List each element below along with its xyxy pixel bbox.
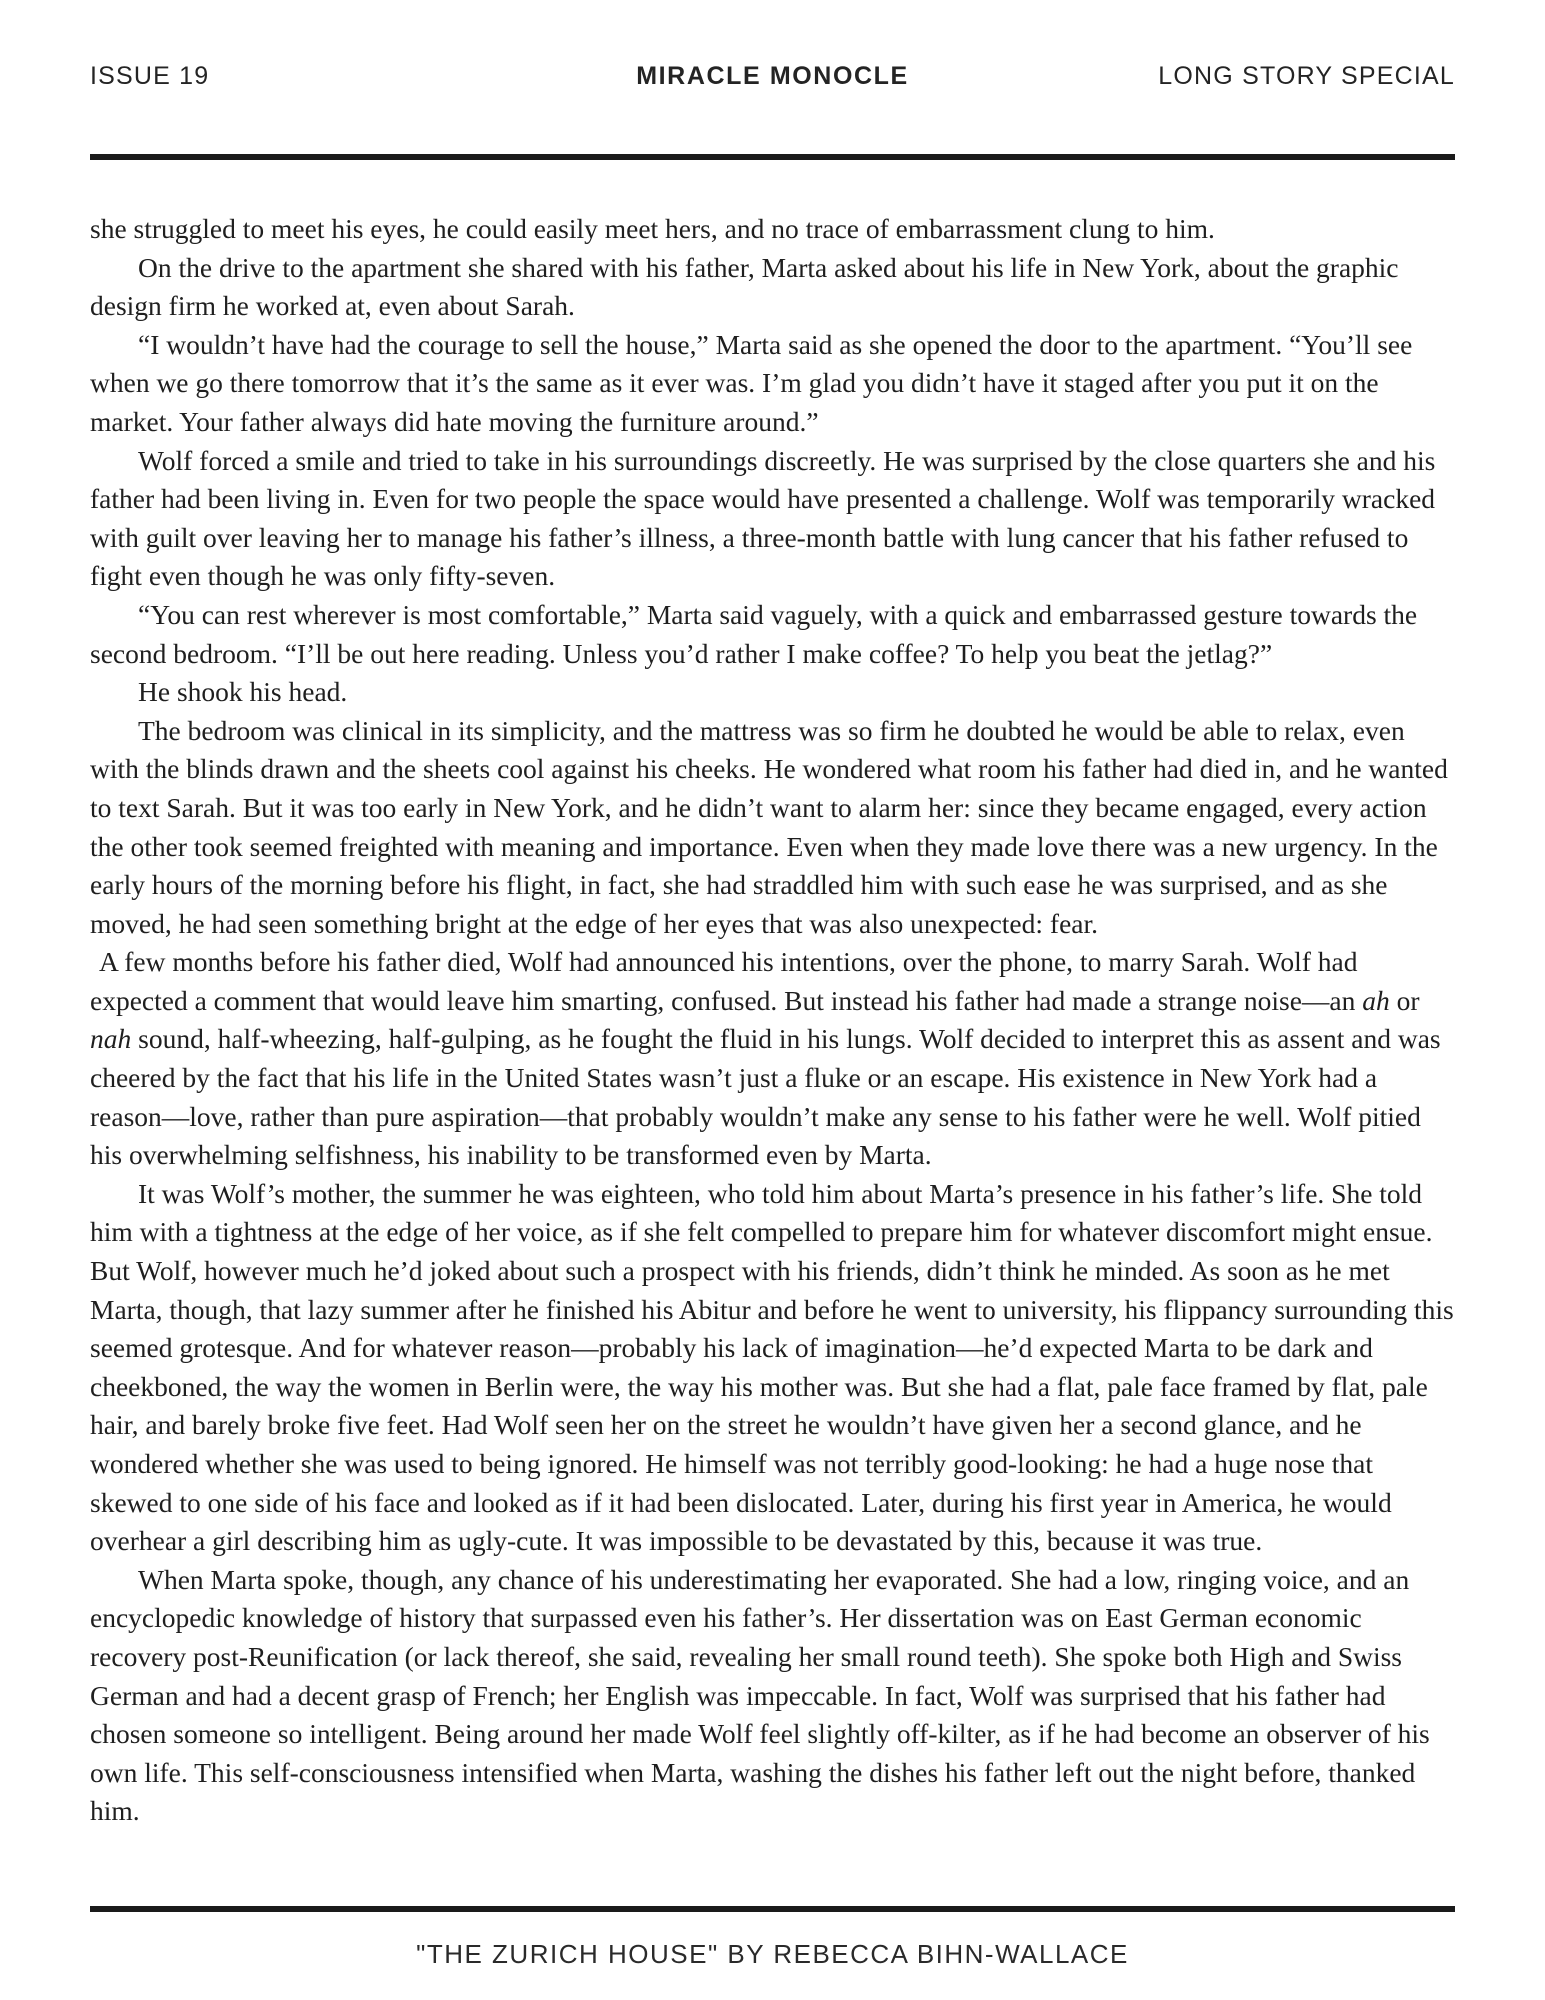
story-segment: He shook his head. xyxy=(138,676,348,708)
story-segment: The bedroom was clinical in its simplicity, and the mattress was so firm he doubted he would be able to relax, even with the blinds drawn and the sheets cool against his cheeks. He wondered what room his father had died in, and he wanted to text Sarah. But it was too early in New York, and he didn’t want to alarm her: since they became engaged, every action the other took seemed freighted with meaning and importance. Even when they made love there was a new urgency. In the early hours of the morning before his flight, in fact, she had straddled him with such ease he was surprised, and as she moved, he had seen something bright at the edge of her eyes that was also unexpected: fear. xyxy=(90,714,1448,939)
edition-label: LONG STORY SPECIAL xyxy=(1158,62,1455,90)
page-footer xyxy=(90,1906,1455,2000)
story-paragraph xyxy=(90,442,1455,596)
story-paragraph xyxy=(90,249,1455,326)
story-paragraph xyxy=(90,1561,1455,1831)
story-segment: On the drive to the apartment she shared with his father, Marta asked about his life in New York, about the graphic design firm he worked at, even about Sarah. xyxy=(90,251,1399,322)
story-text xyxy=(90,210,1455,1906)
story-segment: When Marta spoke, though, any chance of his underestimating her evaporated. She had a low, ringing voice, and an encyclopedic knowledge of history that surpassed even his father’s. Her dissertation was on East German economic recovery post-Reunification (or lack thereof, she said, revealing her small round teeth). She spoke both High and Swiss German and had a decent grasp of French; her English was impeccable. In fact, Wolf was surprised that his father had chosen someone so intelligent. Being around her made Wolf feel slightly off-kilter, as if he had become an observer of his own life. This self-consciousness intensified when Marta, washing the dishes his father left out the night before, thanked him. xyxy=(90,1563,1430,1827)
story-segment: “I wouldn’t have had the courage to sell the house,” Marta said as she opened the door to the apartment. “You’ll see when we go there tomorrow that it’s the same as it ever was. I’m glad you didn’t have it staged after you put it on the market. Your father always did hate moving the furniture around.” xyxy=(90,328,1413,437)
story-paragraph xyxy=(90,943,1455,1175)
story-paragraph xyxy=(90,712,1455,944)
story-paragraph xyxy=(90,1175,1455,1561)
story-segment: Wolf forced a smile and tried to take in his surroundings discreetly. He was surprised by the close quarters she and his father had been living in. Even for two people the space would have presented a challenge. Wolf was temporarily wracked with guilt over leaving her to manage his father’s illness, a three-month battle with lung cancer that his father refused to fight even though he was only fifty-seven. xyxy=(90,444,1436,592)
story-segment: It was Wolf’s mother, the summer he was eighteen, who told him about Marta’s presence in his father’s life. She told him with a tightness at the edge of her voice, as if she felt compelled to prepare him for whatever discomfort might ensue. But Wolf, however much he’d joked about such a prospect with his friends, didn’t think he minded. As soon as he met Marta, though, that lazy summer after he finished his Abitur and before he went to university, his flippancy surrounding this seemed grotesque. And for whatever reason—probably his lack of imagination—he’d expected Marta to be dark and cheekboned, the way the women in Berlin were, the way his mother was. But she had a flat, pale face framed by flat, pale hair, and barely broke five feet. Had Wolf seen her on the street he wouldn’t have given her a second glance, and he wondered whether she was used to being ignored. He himself was not terribly good-looking: he had a huge nose that skewed to one side of his face and looked as if it had been dislocated. Later, during his first year in America, he would overhear a girl describing him as ugly-cute. It was impossible to be devastated by this, because it was true. xyxy=(90,1177,1454,1557)
story-paragraph xyxy=(90,673,1455,712)
story-segment: sound, half-wheezing, half-gulping, as he fought the fluid in his lungs. Wolf decided to interpret this as assent and was cheered by the fact that his life in the United States wasn’t just a fluke or an escape. His existence in New York had a reason—love, rather than pure aspiration—that probably wouldn’t make any sense to his father were he well. Wolf pitied his overwhelming selfishness, his inability to be transformed even by Marta. xyxy=(90,1023,1441,1171)
story-segment-italic: nah xyxy=(90,1023,132,1055)
story-paragraph xyxy=(90,326,1455,442)
story-segment-italic: ah xyxy=(1362,984,1390,1016)
header-divider-rule xyxy=(90,154,1455,160)
magazine-title: MIRACLE MONOCLE xyxy=(636,62,909,90)
footer-divider-rule xyxy=(90,1906,1455,1912)
masthead xyxy=(90,60,1455,92)
issue-label: ISSUE 19 xyxy=(90,62,210,90)
story-segment: or xyxy=(1389,984,1420,1016)
story-segment: A few months before his father died, Wolf had announced his intentions, over the phone, to marry Sarah. Wolf had expected a comment that would leave him smarting, confused. But instead his father had made a strange noise—an xyxy=(90,946,1363,1016)
story-paragraph xyxy=(90,210,1455,249)
story-credit: "THE ZURICH HOUSE" BY REBECCA BIHN-WALLACE xyxy=(416,1939,1129,1969)
story-paragraph xyxy=(90,596,1455,673)
story-segment: she struggled to meet his eyes, he could easily meet hers, and no trace of embarrassment clung to him. xyxy=(90,213,1215,244)
story-segment: “You can rest wherever is most comfortable,” Marta said vaguely, with a quick and embarrassed gesture towards the second bedroom. “I’ll be out here reading. Unless you’d rather I make coffee? To help you beat the jetlag?” xyxy=(90,598,1418,669)
